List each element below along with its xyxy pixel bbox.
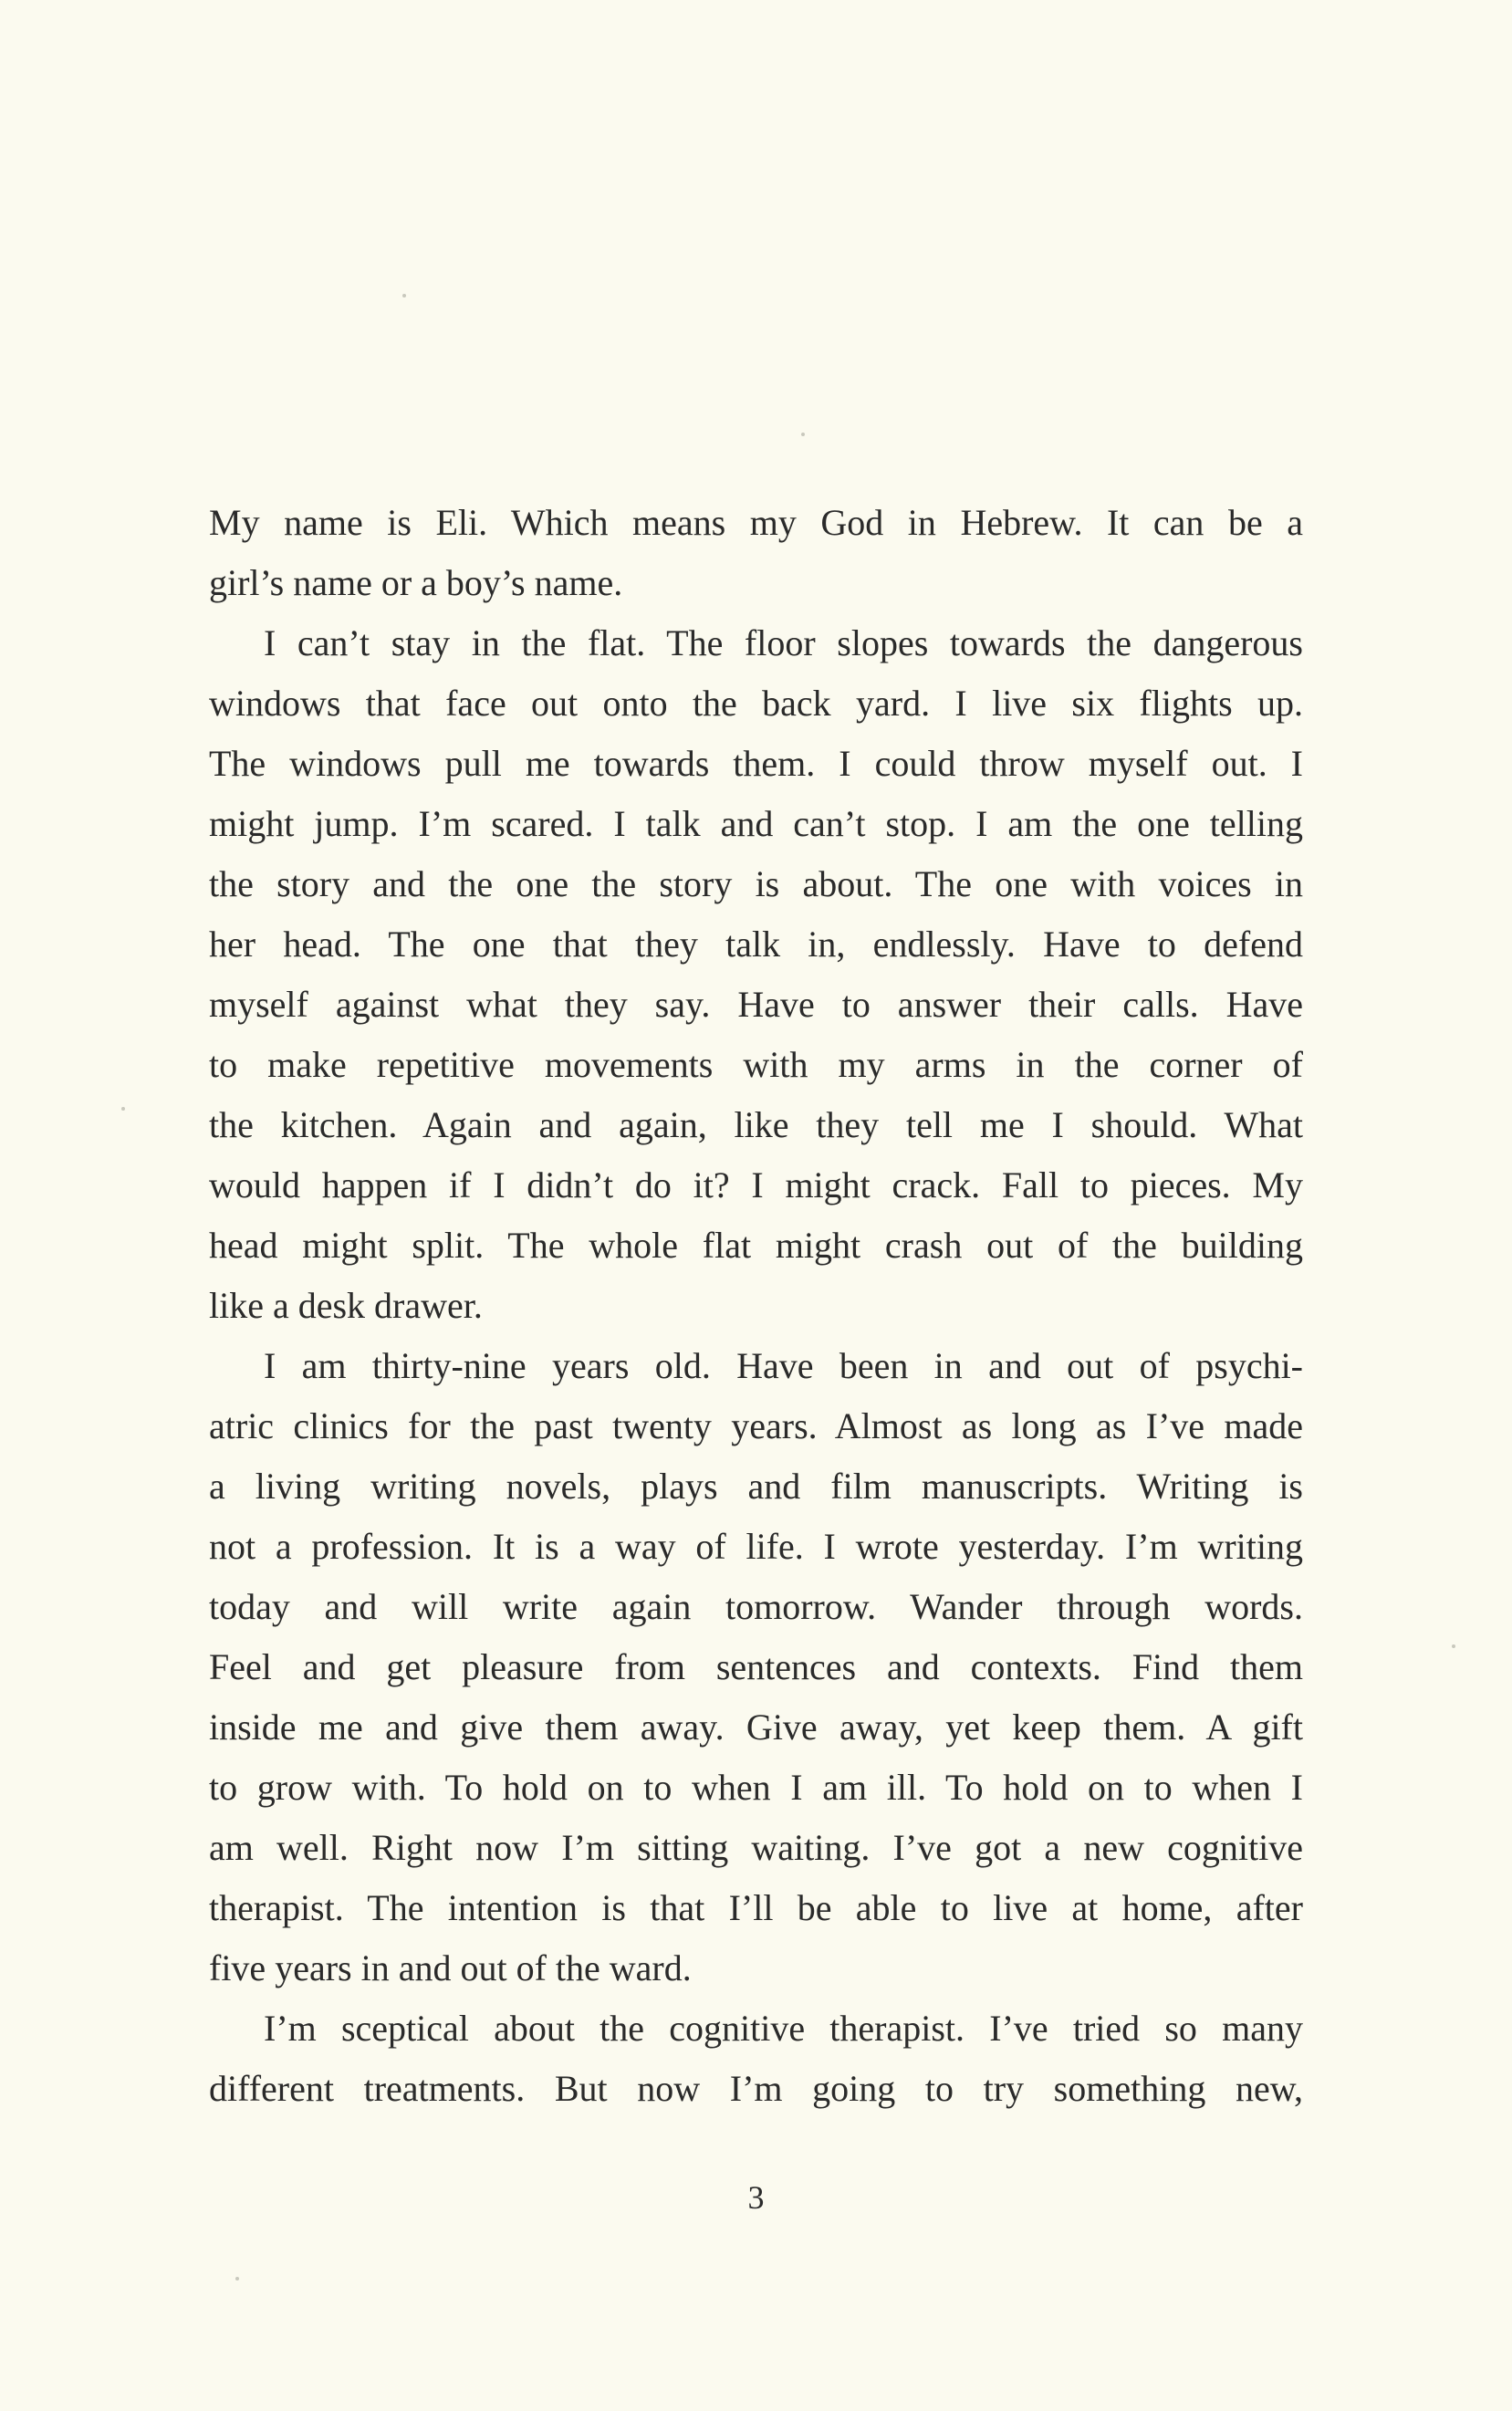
text-line: today and will write again tomorrow. Wander through words. (209, 1586, 1303, 1627)
paper-speck (801, 433, 805, 436)
text-line: therapist. The intention is that I’ll be able to live at home, after (209, 1887, 1303, 1928)
text-line: The windows pull me towards them. I could throw myself out. I (209, 743, 1303, 784)
text-line: I am thirty-nine years old. Have been in and out of psychi- (264, 1345, 1303, 1386)
text-line: girl’s name or a boy’s name. (209, 562, 623, 603)
text-line: inside me and give them away. Give away, yet keep them. A gift (209, 1706, 1303, 1748)
text-line: the story and the one the story is about. The one with voices in (209, 863, 1303, 904)
paragraph-3 (209, 1336, 1303, 1999)
paper-speck (1452, 1644, 1455, 1648)
text-line: to grow with. To hold on to when I am ill. To hold on to when I (209, 1767, 1303, 1808)
text-line: atric clinics for the past twenty years. Almost as long as I’ve made (209, 1405, 1303, 1446)
text-line: might jump. I’m scared. I talk and can’t stop. I am the one telling (209, 803, 1303, 844)
text-line: five years in and out of the ward. (209, 1947, 692, 1988)
paper-speck (121, 1107, 125, 1111)
paper-speck (402, 294, 406, 297)
text-line: the kitchen. Again and again, like they tell me I should. What (209, 1104, 1303, 1145)
text-line: am well. Right now I’m sitting waiting. I’ve got a new cognitive (209, 1827, 1303, 1868)
paper-speck (235, 2277, 239, 2281)
text-line: not a profession. It is a way of life. I wrote yesterday. I’m writing (209, 1526, 1303, 1567)
text-line: I can’t stay in the flat. The floor slopes towards the dangerous (264, 622, 1303, 663)
text-line: myself against what they say. Have to answer their calls. Have (209, 984, 1303, 1025)
text-line: My name is Eli. Which means my God in Hebrew. It can be a (209, 502, 1303, 543)
paragraph-2 (209, 613, 1303, 1336)
text-line: to make repetitive movements with my arms in the corner of (209, 1044, 1303, 1085)
text-line: Feel and get pleasure from sentences and contexts. Find them (209, 1646, 1303, 1687)
paragraph-4 (209, 1999, 1303, 2119)
body-text (209, 493, 1303, 2119)
text-line: windows that face out onto the back yard. I live six flights up. (209, 683, 1303, 724)
text-line: her head. The one that they talk in, endlessly. Have to defend (209, 924, 1303, 965)
text-line: would happen if I didn’t do it? I might crack. Fall to pieces. My (209, 1164, 1303, 1206)
text-line: a living writing novels, plays and film manuscripts. Writing is (209, 1466, 1303, 1507)
text-line: different treatments. But now I’m going to try something new, (209, 2068, 1303, 2109)
text-line: I’m sceptical about the cognitive therapist. I’ve tried so many (264, 2008, 1303, 2049)
text-line: head might split. The whole flat might crash out of the building (209, 1225, 1303, 1266)
page-number: 3 (747, 2179, 765, 2216)
text-line: like a desk drawer. (209, 1285, 483, 1326)
paragraph-1 (209, 493, 1303, 613)
